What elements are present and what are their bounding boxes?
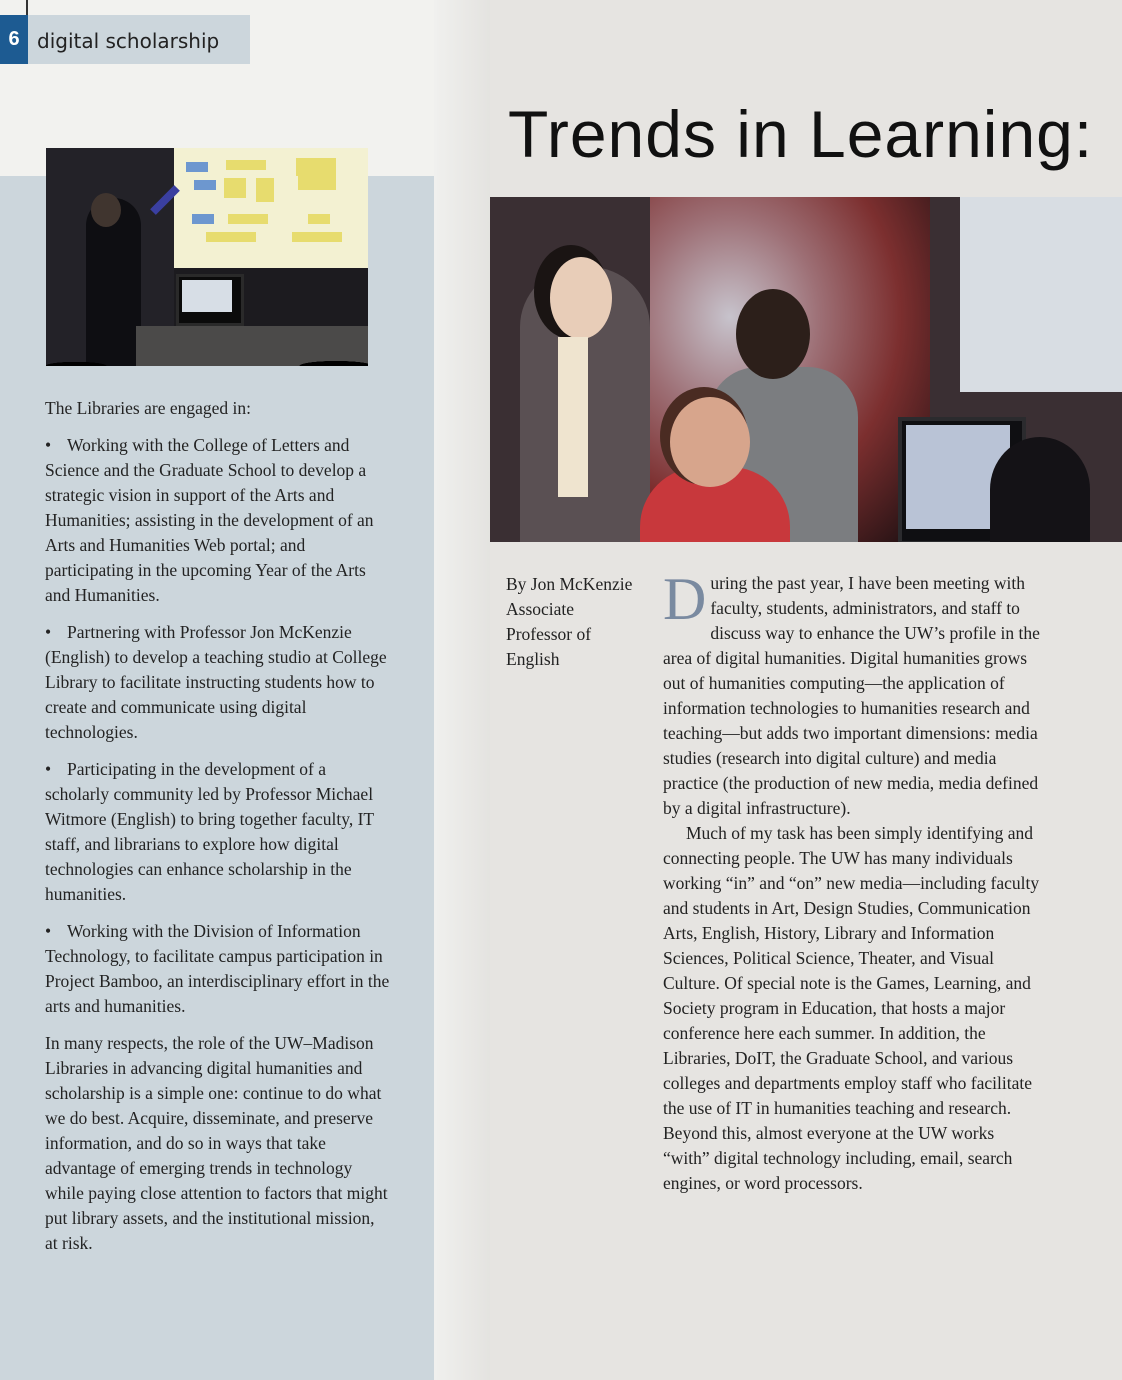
byline-line: By Jon McKenzie [506,574,633,594]
section-title: digital scholarship [37,29,220,53]
drop-cap: D [663,566,707,632]
byline-line: Associate [506,599,575,619]
sidebar-closing: In many respects, the role of the UW–Madison Libraries in advancing digital humanities and scholarship is a simple one: continue to do what we do best. Acquire, disseminate, and preserve information, and do so in ways that take advantage of emerging trends in technology while paying close attention to factors that might put library assets, and the institutional mission, at risk. [45,1033,388,1253]
bullet-icon: • [45,759,52,779]
bullet-item: • Working with the Division of Information Technology, to facilitate campus participation in Project Bamboo, an interdisciplinary effort in the arts and humanities. [45,921,390,1016]
byline [506,572,656,672]
page-number: 6 [0,15,28,64]
article-title: Trends in Learning: [508,97,1094,171]
sidebar-text [45,396,390,1268]
bullet-icon: • [45,921,52,941]
bullet-item: • Participating in the development of a scholarly community led by Professor Michael Witmore (English) to bring together faculty, IT staff, and librarians to explore how digital technologies can enhance scholarship in the humanities. [45,759,374,904]
byline-line: English [506,649,560,669]
sidebar-intro: The Libraries are engaged in: [45,398,252,418]
students-photo [490,197,1122,542]
top-rule [0,0,28,15]
bullet-icon: • [45,435,52,455]
bullet-item: • Working with the College of Letters and Science and the Graduate School to develop a strategic vision in support of the Arts and Humanities; assisting in the development of an Arts and Humanities Web portal; and participating in the upcoming Year of the Arts and Humanities. [45,435,374,605]
page-gutter [434,0,490,1380]
bullet-item: • Partnering with Professor Jon McKenzie (English) to develop a teaching studio at College Library to facilitate instructing students how to create and communicate using digital technologies. [45,622,387,742]
article-paragraph: Much of my task has been simply identifying and connecting people. The UW has many individuals working “in” and “on” new media—including faculty and students in Art, Design Studies, Communication Arts, English, History, Library and Information Sciences, Political Science, Theater, and Visual Culture. Of special note is the Games, Learning, and Society program in Education, that hosts a major conference here each summer. In addition, the Libraries, DoIT, the Graduate School, and various colleges and departments employ staff who facilitate the use of IT in humanities teaching and research. Beyond this, almost everyone at the UW works “with” digital technology including, email, search engines, or word processors. [663,823,1040,1193]
article-paragraph: During the past year, I have been meeting with faculty, students, administrators, and staff to discuss way to enhance the UW’s profile in the area of digital humanities. Digital humanities grows out of humanities computing—the application of information technologies to humanities research and teaching—but adds two important dimensions: media studies (research into digital culture) and media practice (the production of new media, media defined by a digital infrastructure). [663,566,1040,818]
byline-line: Professor of [506,624,592,644]
presentation-photo [46,148,368,366]
article-body [663,566,1043,1196]
bullet-icon: • [45,622,52,642]
